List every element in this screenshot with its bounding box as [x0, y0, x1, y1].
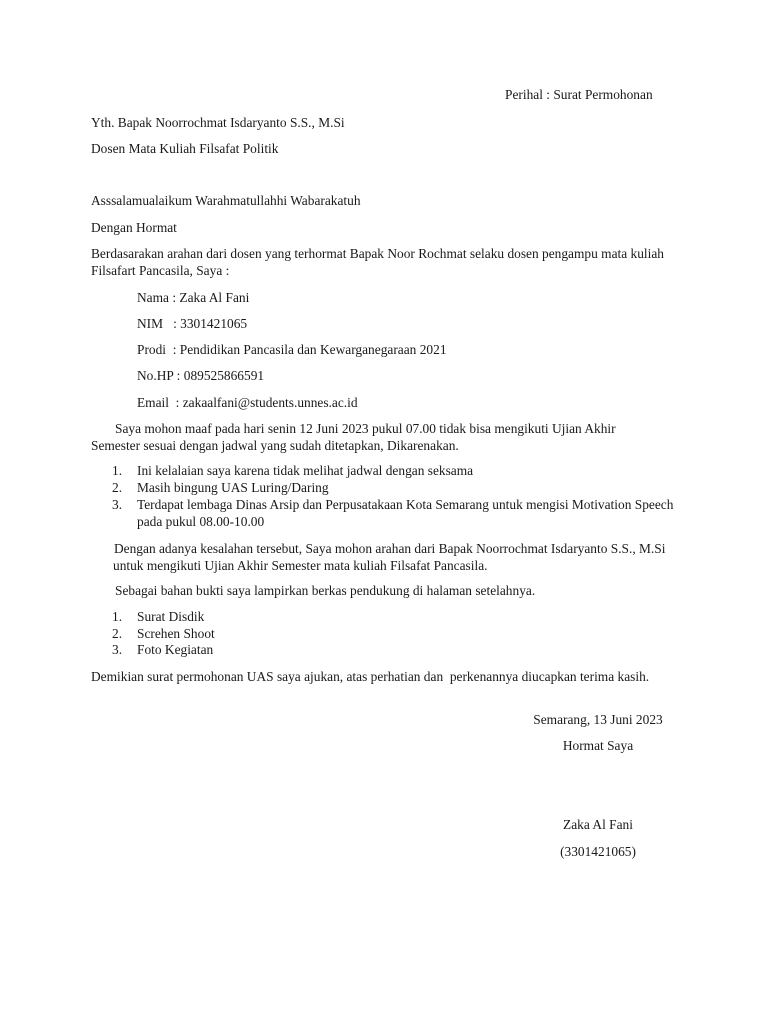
place-date: Semarang, 13 Juni 2023 [533, 712, 663, 727]
list-item: Masih bingung UAS Luring/Daring [137, 480, 329, 495]
list-number: 3. [112, 642, 123, 657]
request-paragraph [113, 540, 673, 574]
subject-line: Perihal : Surat Permohonan [505, 87, 653, 102]
identity-nim: NIM : 3301421065 [137, 316, 248, 331]
list-item: Screhen Shoot [137, 626, 215, 641]
list-number: 3. [112, 497, 123, 512]
intro-paragraph: Berdasarakan arahan dari dosen yang terhormat Bapak Noor Rochmat selaku dosen pengampu mata kuliah Filsafart Pancasila, Saya : [91, 246, 664, 278]
list-number: 1. [112, 463, 123, 478]
list-number: 2. [112, 480, 123, 495]
recipient-title: Dosen Mata Kuliah Filsafat Politik [91, 141, 279, 156]
identity-prodi: Prodi : Pendidikan Pancasila dan Kewarganegaraan 2021 [137, 342, 447, 357]
evidence-intro: Sebagai bahan bukti saya lampirkan berkas pendukung di halaman setelahnya. [115, 583, 536, 598]
list-item: Surat Disdik [137, 609, 205, 624]
opening: Dengan Hormat [91, 220, 177, 235]
closing-paragraph: Demikian surat permohonan UAS saya ajukan, atas perhatian dan perkenannya diucapkan terima kasih. [91, 669, 650, 684]
greeting: Asssalamualaikum Warahmatullahhi Wabarakatuh [91, 193, 361, 208]
list-number: 2. [112, 626, 123, 641]
signer-nim: (3301421065) [560, 844, 636, 859]
list-number: 1. [112, 609, 123, 624]
identity-email: Email : zakaalfani@students.unnes.ac.id [137, 395, 358, 410]
request-text: Dengan adanya kesalahan tersebut, Saya mohon arahan dari Bapak Noorrochmat Isdaryanto S.S., M.Si untuk mengikuti Ujian Akhir Semester mata kuliah Filsafat Pancasila. [113, 541, 666, 573]
regards: Hormat Saya [562, 738, 634, 753]
identity-hp: No.HP : 089525866591 [137, 368, 265, 383]
list-item: Terdapat lembaga Dinas Arsip dan Perpusatakaan Kota Semarang untuk mengisi Motivation Speech pada pukul 08.00-10.00 [137, 497, 674, 529]
apology-paragraph: Saya mohon maaf pada hari senin 12 Juni 2023 pukul 07.00 tidak bisa mengikuti Ujian Akhir Semester sesuai dengan jadwal yang sudah ditetapkan, Dikarenakan. [91, 421, 616, 453]
recipient-name: Yth. Bapak Noorrochmat Isdaryanto S.S., M.Si [91, 115, 345, 130]
list-item: Ini kelalaian saya karena tidak melihat jadwal dengan seksama [137, 463, 474, 478]
identity-nama: Nama : Zaka Al Fani [137, 290, 250, 305]
signer-name: Zaka Al Fani [563, 817, 633, 832]
list-item: Foto Kegiatan [137, 642, 214, 657]
